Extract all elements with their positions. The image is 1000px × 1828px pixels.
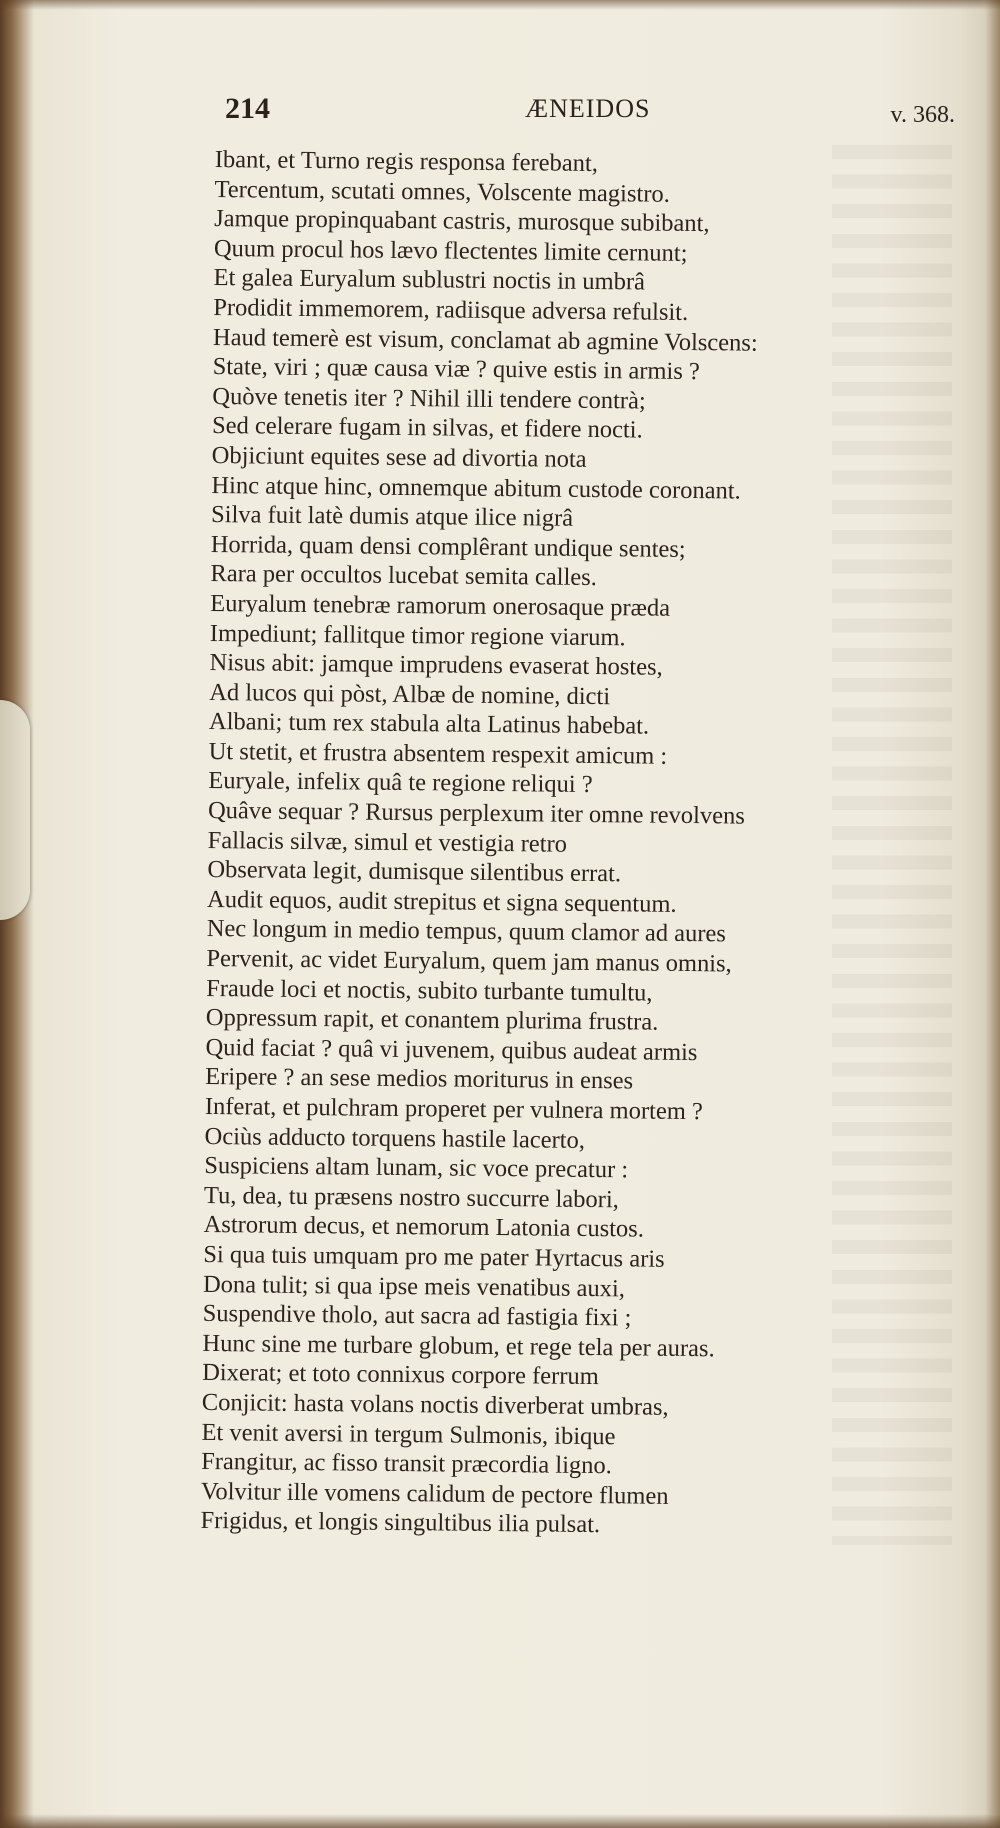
verse-line: Horrida, quam densi complêrant undique sentes; xyxy=(210,530,686,563)
verse-line: Quâve sequar ? Rursus perplexum iter omne revolvens xyxy=(207,797,745,830)
verse-line: Dixerat; et toto connixus corpore ferrum xyxy=(202,1359,599,1391)
verse-line: Observata legit, dumisque silentibus errat. xyxy=(207,856,622,888)
verse-line: Frigidus, et longis singultibus ilia pulsat. xyxy=(200,1507,601,1539)
verse-line: Impediunt; fallitque timor regione viarum. xyxy=(209,619,626,651)
verse-line: Quid faciat ? quâ vi juvenem, quibus audeat armis xyxy=(205,1033,698,1066)
verse-line: Euryalum tenebræ ramorum onerosaque præda xyxy=(210,589,671,622)
verse-line: Sed celerare fugam in silvas, et fidere nocti. xyxy=(211,412,643,444)
verse-line: Quòve tenetis iter ? Nihil illi tendere contrà; xyxy=(212,382,646,415)
verse-line: Fraude loci et noctis, subito turbante tumultu, xyxy=(206,974,653,1007)
verse-line: Hunc sine me turbare globum, et rege tela per auras. xyxy=(202,1329,715,1363)
verse-line: Pervenit, ac videt Euryalum, quem jam manus omnis, xyxy=(206,944,732,978)
verse-line: Albani; tum rex stabula alta Latinus habebat. xyxy=(208,708,650,740)
verse-line: Ut stetit, et frustra absentem respexit amicum : xyxy=(208,737,668,770)
verse-line: Objiciunt equites sese ad divortia nota xyxy=(211,441,587,473)
verse-line: Si qua tuis umquam pro me pater Hyrtacus aris xyxy=(203,1240,665,1273)
verse-line: Tercentum, scutati omnes, Volscente magistro. xyxy=(214,175,670,208)
verse-line: Frangitur, ac fisso transit præcordia ligno. xyxy=(201,1448,613,1480)
page-edge-tab xyxy=(0,700,30,920)
verse-line: Jamque propinquabant castris, murosque subibant, xyxy=(214,205,710,238)
verse-line: Conjicit: hasta volans noctis diverberat umbras, xyxy=(201,1388,669,1421)
page-bottom-shadow xyxy=(0,1814,1000,1828)
verse-line: Ibant, et Turno regis responsa ferebant, xyxy=(214,145,599,178)
verse-line: Ociùs adducto torquens hastile lacerto, xyxy=(204,1122,586,1154)
page-header xyxy=(225,92,955,132)
verse-line: Dona tulit; si qua ipse meis venatibus auxi, xyxy=(202,1270,626,1302)
verse-line: Oppressum rapit, et conantem plurima frustra. xyxy=(205,1004,659,1036)
verse-line: Volvitur ille vomens calidum de pectore flumen xyxy=(200,1477,669,1510)
verse-line: Astrorum decus, et nemorum Latonia custos. xyxy=(203,1211,645,1243)
verse-line: Ad lucos qui pòst, Albæ de nomine, dicti xyxy=(209,678,611,710)
verse-line: Euryale, infelix quâ te regione reliqui ? xyxy=(208,767,593,799)
verse-line: Et venit aversi in tergum Sulmonis, ibique xyxy=(201,1418,616,1450)
verse-line: Suspendive tholo, aut sacra ad fastigia fixi ; xyxy=(202,1300,632,1332)
verse-line: Quum procul hos lævo flectentes limite cernunt; xyxy=(213,234,688,267)
verse-line: Nisus abit: jamque imprudens evaserat hostes, xyxy=(209,649,663,681)
verse-list xyxy=(200,145,955,1544)
verse-line: Audit equos, audit strepitus et signa sequentum. xyxy=(206,885,677,918)
verse-line: Rara per occultos lucebat semita calles. xyxy=(210,560,598,592)
verse-line: Nec longum in medio tempus, quum clamor ad aures xyxy=(206,915,727,948)
verse-line: Et galea Euryalum sublustri noctis in umbrâ xyxy=(213,264,646,296)
verse-line: Haud temerè est visum, conclamat ab agmine Volscens: xyxy=(212,323,758,357)
verse-line: Silva fuit latè dumis atque ilice nigrâ xyxy=(210,501,574,532)
verse-line: Inferat, et pulchram properet per vulnera mortem ? xyxy=(204,1092,703,1126)
page-top-shadow xyxy=(0,0,1000,10)
verse-line: Prodidit immemorem, radiisque adversa refulsit. xyxy=(213,293,689,326)
verse-line: Eripere ? an sese medios moriturus in enses xyxy=(205,1063,634,1095)
verse-line: Hinc atque hinc, omnemque abitum custode coronant. xyxy=(211,471,741,505)
line-reference: v. 368. xyxy=(890,102,955,128)
verse-line: State, viri ; quæ causa viæ ? quive estis in armis ? xyxy=(212,353,700,386)
running-title: ÆNEIDOS xyxy=(525,94,651,123)
verse-line: Tu, dea, tu præsens nostro succurre labori, xyxy=(203,1181,619,1214)
verse-line: Suspiciens altam lunam, sic voce precatur : xyxy=(204,1152,629,1184)
verse-line: Fallacis silvæ, simul et vestigia retro xyxy=(207,826,568,858)
page-number: 214 xyxy=(225,92,270,125)
